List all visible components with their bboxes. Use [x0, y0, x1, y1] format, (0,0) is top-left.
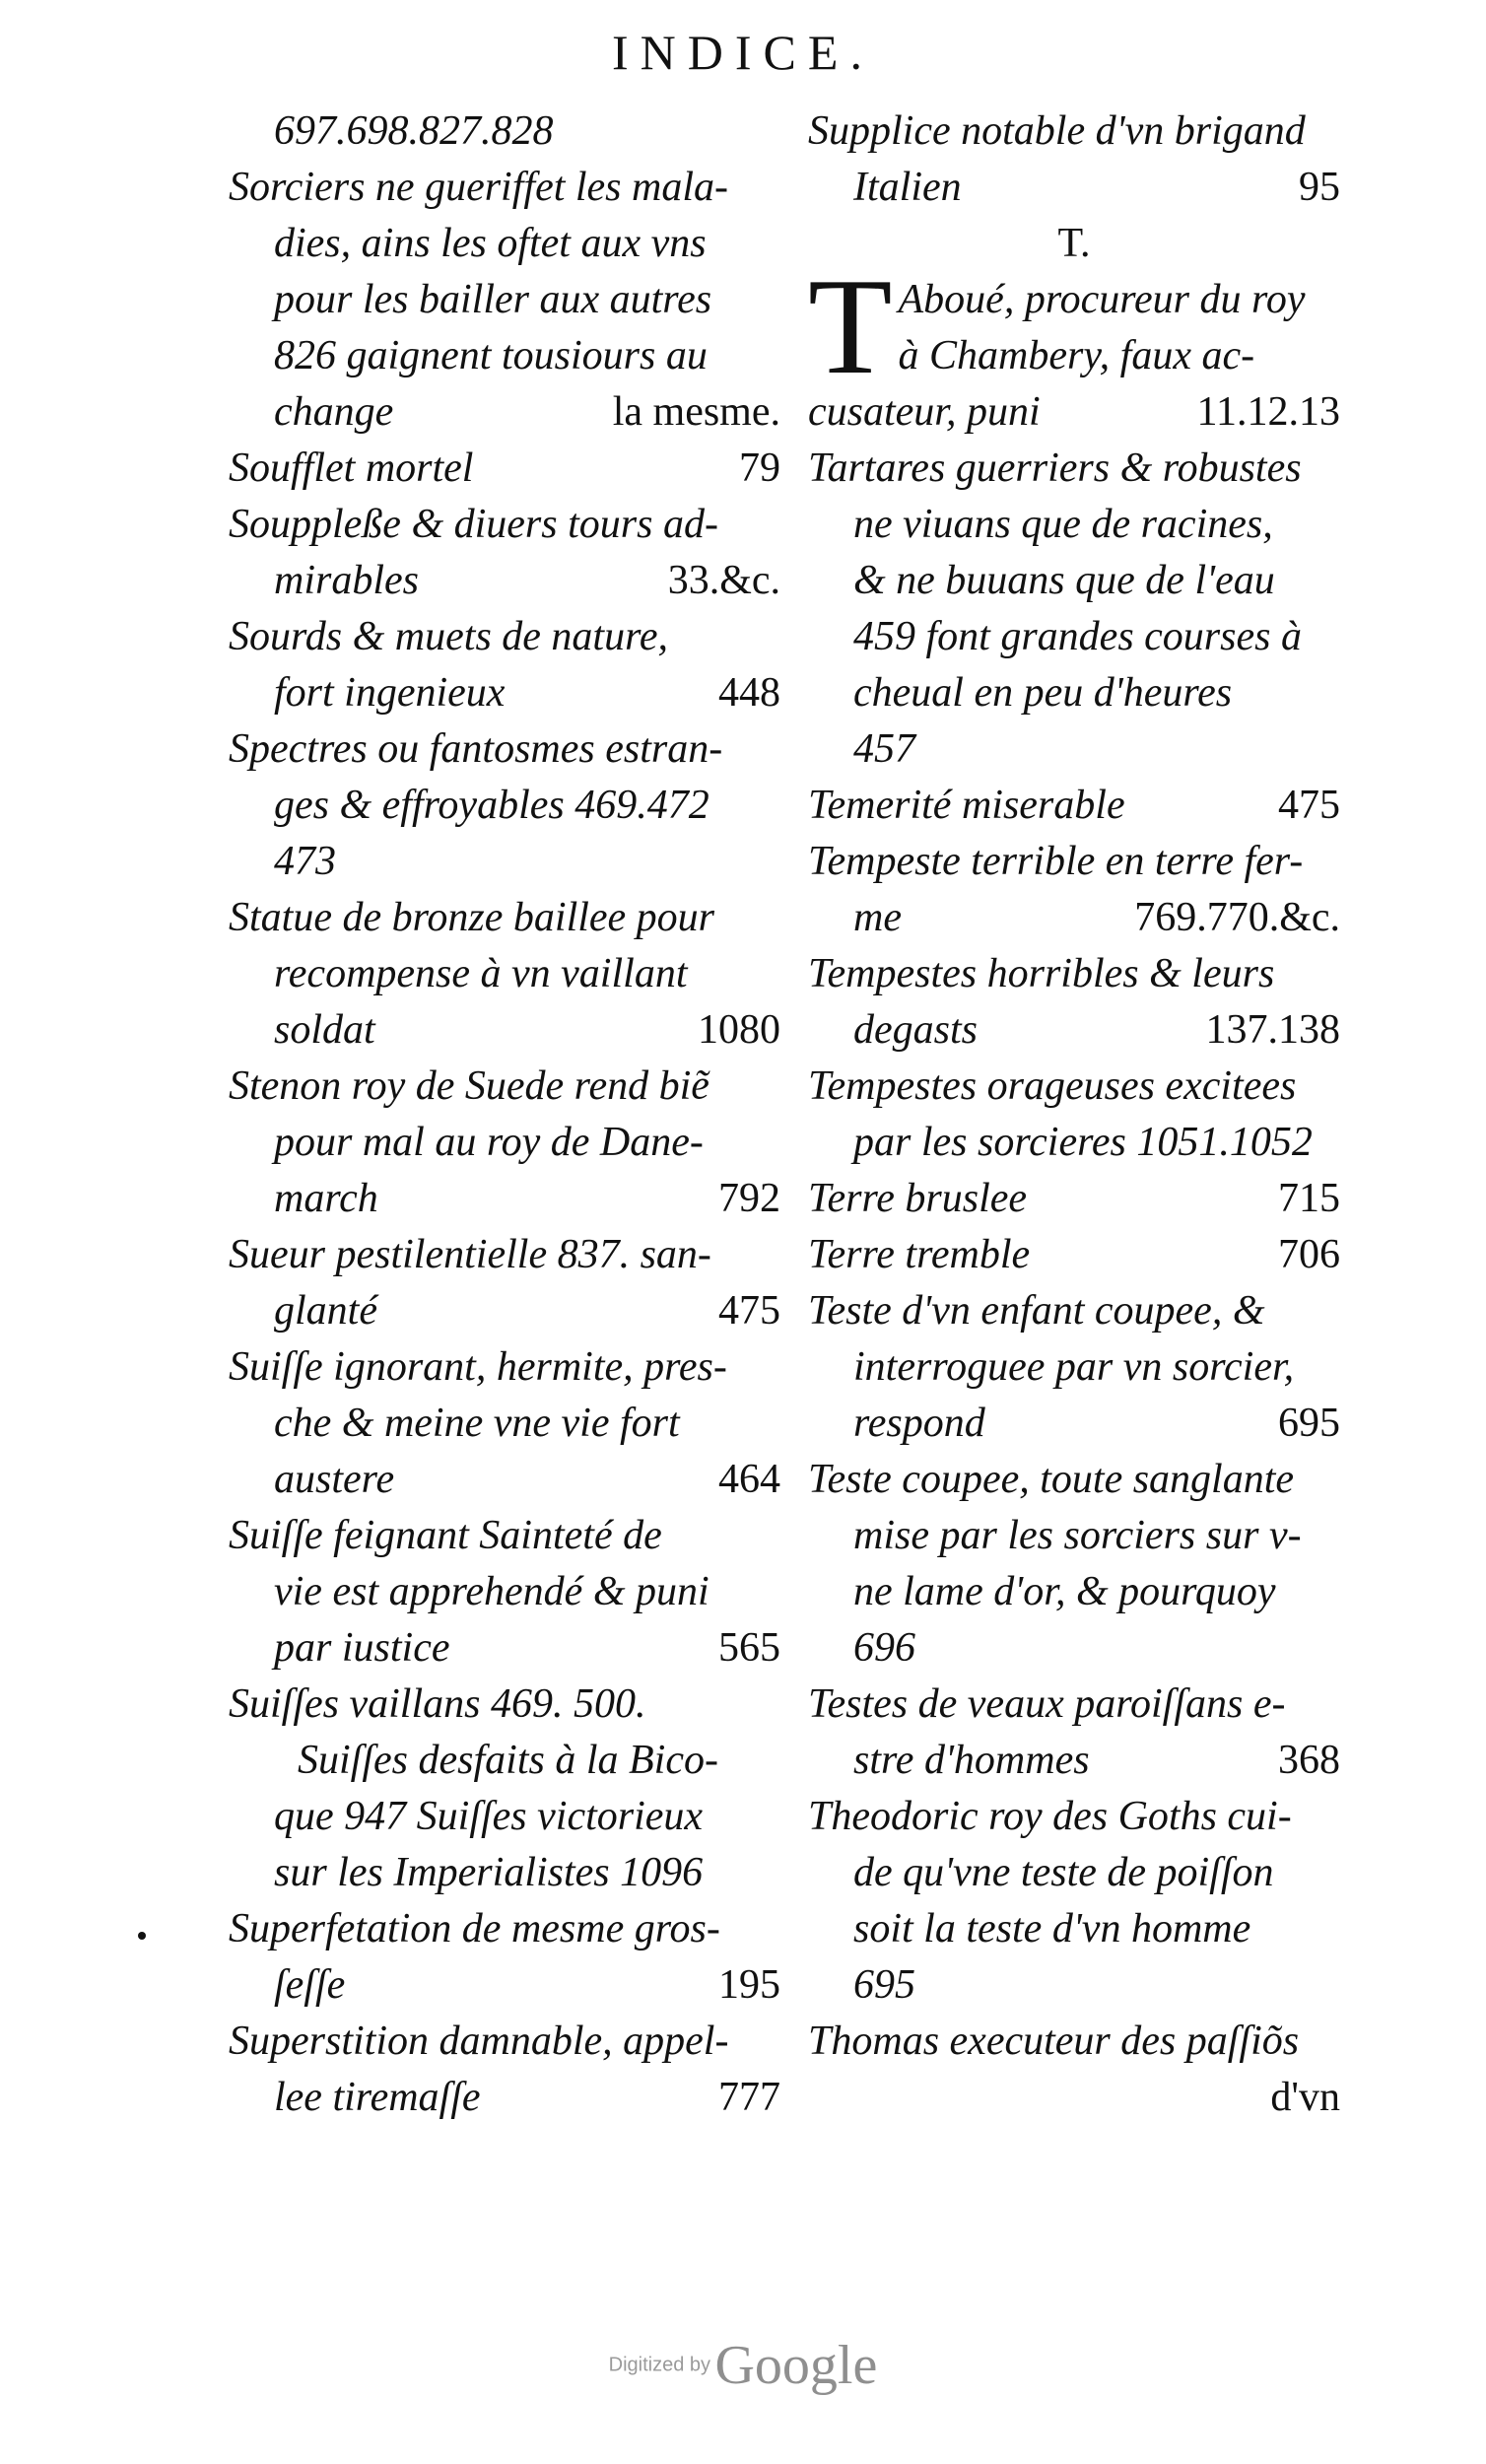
dropcap-letter: T — [808, 250, 893, 403]
entry-text: & ne buuans que de l'eau — [853, 558, 1275, 603]
digitized-label: Digitized by — [608, 2354, 711, 2376]
index-line — [229, 103, 780, 160]
entry-text: Sorciers ne gueriffet les mala- — [229, 165, 729, 210]
entry-text: que 947 Suiſſes victorieux — [274, 1794, 704, 1839]
entry-text: Terre tremble — [808, 1232, 1031, 1277]
index-column-left — [229, 103, 780, 2126]
entry-text: ne viuans que de racines, — [853, 502, 1273, 547]
index-line — [229, 384, 780, 441]
index-line — [229, 609, 780, 665]
entry-text: glanté — [274, 1288, 377, 1334]
index-line — [808, 497, 1340, 553]
page-reference: 137.138 — [1205, 1007, 1340, 1053]
index-line — [808, 384, 1340, 441]
index-line — [808, 665, 1340, 721]
index-line — [808, 609, 1340, 665]
entry-text: cheual en peu d'heures — [853, 670, 1233, 716]
index-line — [808, 1396, 1340, 1452]
index-line — [229, 1171, 780, 1227]
index-line — [229, 2070, 780, 2126]
entry-text: degasts — [853, 1007, 978, 1053]
entry-text: de qu'vne teste de poiſſon — [853, 1850, 1274, 1895]
page-reference: 464 — [718, 1457, 780, 1502]
page-reference: 95 — [1299, 165, 1340, 210]
entry-text: Soufflet mortel — [229, 445, 474, 491]
entry-text: mirables — [274, 558, 419, 603]
entry-text: 697.698.827.828 — [274, 108, 554, 154]
page-reference: 448 — [718, 670, 780, 716]
page-reference: 1080 — [698, 1007, 780, 1053]
index-line — [229, 2014, 780, 2070]
entry-text: Theodoric roy des Goths cui- — [808, 1794, 1292, 1839]
page-reference: 695 — [1278, 1401, 1340, 1446]
index-line — [808, 1115, 1340, 1171]
index-line — [229, 216, 780, 272]
index-line — [229, 834, 780, 890]
index-line — [229, 1059, 780, 1115]
dropcap-entry — [808, 250, 1340, 403]
index-line — [808, 1845, 1340, 1901]
index-line — [229, 160, 780, 216]
index-line — [229, 1901, 780, 1957]
page-reference: la mesme. — [612, 389, 780, 435]
index-line — [808, 1789, 1340, 1845]
entry-text: par les sorcieres 1051.1052 — [853, 1120, 1313, 1165]
index-line — [229, 1283, 780, 1339]
page-header: INDICE. — [612, 25, 874, 80]
index-line — [808, 834, 1340, 890]
google-logo: Google — [714, 2335, 878, 2396]
page-reference: 565 — [718, 1625, 780, 1671]
index-line — [808, 160, 1340, 216]
index-line — [229, 1564, 780, 1620]
entry-text: Sourds & muets de nature, — [229, 614, 669, 659]
entry-text: vie est apprehendé & puni — [274, 1569, 709, 1614]
entry-text: Supplice notable d'vn brigand — [808, 108, 1306, 154]
index-line — [808, 553, 1340, 609]
index-line — [808, 1171, 1340, 1227]
entry-text: pour les bailler aux autres — [274, 277, 712, 322]
entry-text: Suiſſes vaillans 469. 500. — [229, 1681, 646, 1727]
index-line — [229, 890, 780, 946]
page-reference: 777 — [718, 2075, 780, 2120]
entry-text: Teste coupee, toute sanglante — [808, 1457, 1295, 1502]
index-line: à Chambery, faux ac- — [898, 333, 1255, 378]
index-line — [229, 1733, 780, 1789]
index-line — [808, 1677, 1340, 1733]
ink-spot — [138, 1932, 146, 1940]
entry-text: Suiſſe feignant Sainteté de — [229, 1513, 662, 1558]
entry-text: 457 — [853, 726, 915, 772]
entry-text: 696 — [853, 1625, 915, 1671]
index-line — [229, 721, 780, 778]
entry-text: 459 font grandes courses à — [853, 614, 1302, 659]
entry-text: Tempestes orageuses excitees — [808, 1063, 1297, 1109]
entry-text: ges & effroyables 469.472 — [274, 783, 709, 828]
page-reference: 33.&c. — [667, 558, 780, 603]
entry-text: Suiſſe ignorant, hermite, pres- — [229, 1344, 727, 1390]
index-line — [808, 721, 1340, 778]
index-column-right — [808, 103, 1340, 2126]
digitized-watermark — [0, 2334, 1486, 2397]
index-line — [229, 665, 780, 721]
entry-text: Testes de veaux paroiſſans e- — [808, 1681, 1286, 1727]
page-reference: 792 — [718, 1176, 780, 1221]
entry-text: change — [274, 389, 394, 435]
entry-text: Tempestes horribles & leurs — [808, 951, 1275, 996]
index-line — [808, 103, 1340, 160]
index-line — [808, 1452, 1340, 1508]
entry-text: Tartares guerriers & robustes — [808, 445, 1302, 491]
entry-text: cusateur, puni — [808, 389, 1041, 435]
index-line: Aboué, procureur du roy — [898, 277, 1306, 322]
entry-text: Souppleße & diuers tours ad- — [229, 502, 718, 547]
index-line — [229, 1957, 780, 2014]
entry-text: Suiſſes desfaits à la Bico- — [298, 1738, 718, 1783]
index-line — [808, 1508, 1340, 1564]
index-line — [808, 1733, 1340, 1789]
entry-text: Superfetation de mesme gros- — [229, 1906, 720, 1951]
index-line — [808, 2014, 1340, 2070]
entry-text: Italien — [853, 165, 962, 210]
page-reference: 79 — [739, 445, 780, 491]
index-line — [229, 1452, 780, 1508]
entry-text: Statue de bronze baillee pour — [229, 895, 715, 940]
page-reference: 769.770.&c. — [1134, 895, 1340, 940]
entry-text: che & meine vne vie fort — [274, 1401, 680, 1446]
entry-text: sur les Imperialistes 1096 — [274, 1850, 704, 1895]
entry-text: recompense à vn vaillant — [274, 951, 688, 996]
page-reference: 11.12.13 — [1196, 389, 1340, 435]
index-line — [808, 1002, 1340, 1059]
entry-text: Tempeste terrible en terre fer- — [808, 839, 1304, 884]
index-line — [808, 2070, 1340, 2126]
entry-text: me — [853, 895, 902, 940]
entry-text: march — [274, 1176, 378, 1221]
index-line — [229, 553, 780, 609]
entry-text: Temerité miserable — [808, 783, 1125, 828]
index-line — [229, 1396, 780, 1452]
index-line — [808, 1283, 1340, 1339]
page-reference: 706 — [1278, 1232, 1340, 1277]
page-reference: 475 — [718, 1288, 780, 1334]
entry-text: austere — [274, 1457, 395, 1502]
index-line — [229, 1677, 780, 1733]
entry-text: soit la teste d'vn homme — [853, 1906, 1251, 1951]
entry-text: 473 — [274, 839, 336, 884]
index-line — [229, 1339, 780, 1396]
entry-text: stre d'hommes — [853, 1738, 1090, 1783]
entry-text: interroguee par vn sorcier, — [853, 1344, 1295, 1390]
entry-text: fort ingenieux — [274, 670, 506, 716]
entry-text: dies, ains les oftet aux vns — [274, 221, 707, 266]
page-reference: 195 — [718, 1962, 780, 2008]
page-reference: d'vn — [1270, 2075, 1340, 2120]
index-line — [808, 1227, 1340, 1283]
index-line — [229, 1115, 780, 1171]
entry-text: ne lame d'or, & pourquoy — [853, 1569, 1276, 1614]
index-line — [808, 1620, 1340, 1677]
entry-text: 826 gaignent tousiours au — [274, 333, 708, 378]
index-line — [229, 778, 780, 834]
index-line — [808, 778, 1340, 834]
index-line — [808, 1339, 1340, 1396]
entry-text: Teste d'vn enfant coupee, & — [808, 1288, 1265, 1334]
index-line — [229, 1789, 780, 1845]
entry-text: Sueur pestilentielle 837. san- — [229, 1232, 711, 1277]
entry-text: Spectres ou fantosmes estran- — [229, 726, 723, 772]
page-reference: 715 — [1278, 1176, 1340, 1221]
entry-text: 695 — [853, 1962, 915, 2008]
index-line — [808, 890, 1340, 946]
index-line — [229, 497, 780, 553]
index-line — [229, 946, 780, 1002]
entry-text: Thomas executeur des paſſiõs — [808, 2019, 1300, 2064]
index-line — [808, 946, 1340, 1002]
index-line — [229, 272, 780, 328]
index-line — [229, 1227, 780, 1283]
entry-text: ſeſſe — [274, 1962, 346, 2008]
entry-text: lee tiremaſſe — [274, 2075, 481, 2120]
index-line — [808, 1564, 1340, 1620]
index-line — [229, 1620, 780, 1677]
entry-text: soldat — [274, 1007, 375, 1053]
entry-text: pour mal au roy de Dane- — [274, 1120, 704, 1165]
index-line — [229, 1845, 780, 1901]
index-line — [808, 1059, 1340, 1115]
entry-text: par iustice — [274, 1625, 450, 1671]
entry-text: respond — [853, 1401, 985, 1446]
index-line — [229, 441, 780, 497]
index-line — [229, 1002, 780, 1059]
entry-text: Superstition damnable, appel- — [229, 2019, 729, 2064]
index-line — [229, 1508, 780, 1564]
entry-text: Terre bruslee — [808, 1176, 1028, 1221]
entry-text: mise par les sorciers sur v- — [853, 1513, 1302, 1558]
page-reference: 475 — [1278, 783, 1340, 828]
index-line — [808, 1901, 1340, 1957]
page-reference: 368 — [1278, 1738, 1340, 1783]
index-line — [229, 328, 780, 384]
index-line — [808, 1957, 1340, 2014]
entry-text: Stenon roy de Suede rend biẽ — [229, 1063, 709, 1109]
index-line — [808, 441, 1340, 497]
section-heading: T. — [1057, 221, 1091, 266]
